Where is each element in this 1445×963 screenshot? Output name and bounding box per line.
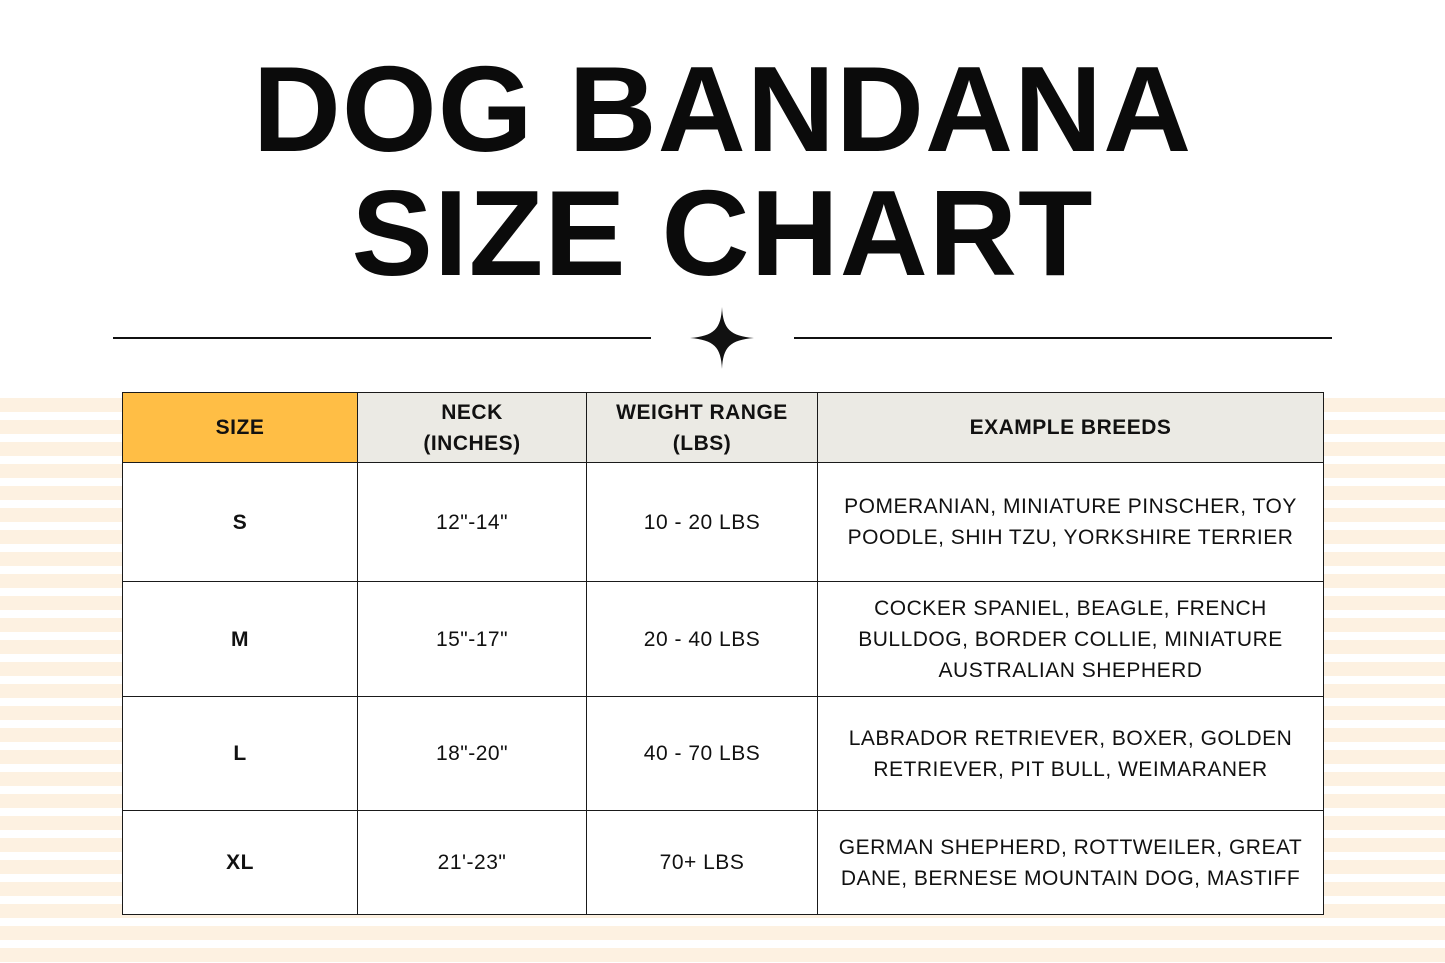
cell-breeds: GERMAN SHEPHERD, ROTTWEILER, GREAT DANE, BERNESE MOUNTAIN DOG, MASTIFF [818, 811, 1324, 915]
divider-left [113, 337, 651, 339]
cell-neck: 18"-20" [358, 697, 587, 811]
table-row [123, 463, 1324, 582]
header-breeds: EXAMPLE BREEDS [818, 393, 1324, 463]
table-row [123, 697, 1324, 811]
cell-breeds: LABRADOR RETRIEVER, BOXER, GOLDEN RETRIEVER, PIT BULL, WEIMARANER [818, 697, 1324, 811]
cell-neck: 15"-17" [358, 582, 587, 697]
cell-neck: 21'-23" [358, 811, 587, 915]
table-row [123, 811, 1324, 915]
cell-weight: 40 - 70 LBS [587, 697, 818, 811]
cell-breeds: COCKER SPANIEL, BEAGLE, FRENCH BULLDOG, BORDER COLLIE, MINIATURE AUSTRALIAN SHEPHERD [818, 582, 1324, 697]
sparkle-icon [690, 307, 754, 369]
header-weight: WEIGHT RANGE (LBS) [587, 393, 818, 463]
cell-weight: 10 - 20 LBS [587, 463, 818, 582]
header-neck: NECK (INCHES) [358, 393, 587, 463]
table-row [123, 582, 1324, 697]
cell-size: M [123, 582, 358, 697]
title-line-2: SIZE CHART [351, 165, 1094, 301]
cell-size: S [123, 463, 358, 582]
divider-right [794, 337, 1332, 339]
cell-weight: 20 - 40 LBS [587, 582, 818, 697]
cell-size: XL [123, 811, 358, 915]
cell-size: L [123, 697, 358, 811]
cell-neck: 12"-14" [358, 463, 587, 582]
cell-breeds: POMERANIAN, MINIATURE PINSCHER, TOY POODLE, SHIH TZU, YORKSHIRE TERRIER [818, 463, 1324, 582]
header-size: SIZE [123, 393, 358, 463]
page-title [0, 41, 1445, 301]
cell-weight: 70+ LBS [587, 811, 818, 915]
size-chart-table [122, 392, 1324, 915]
title-line-1: DOG BANDANA [252, 41, 1193, 177]
table-header-row [123, 393, 1324, 463]
